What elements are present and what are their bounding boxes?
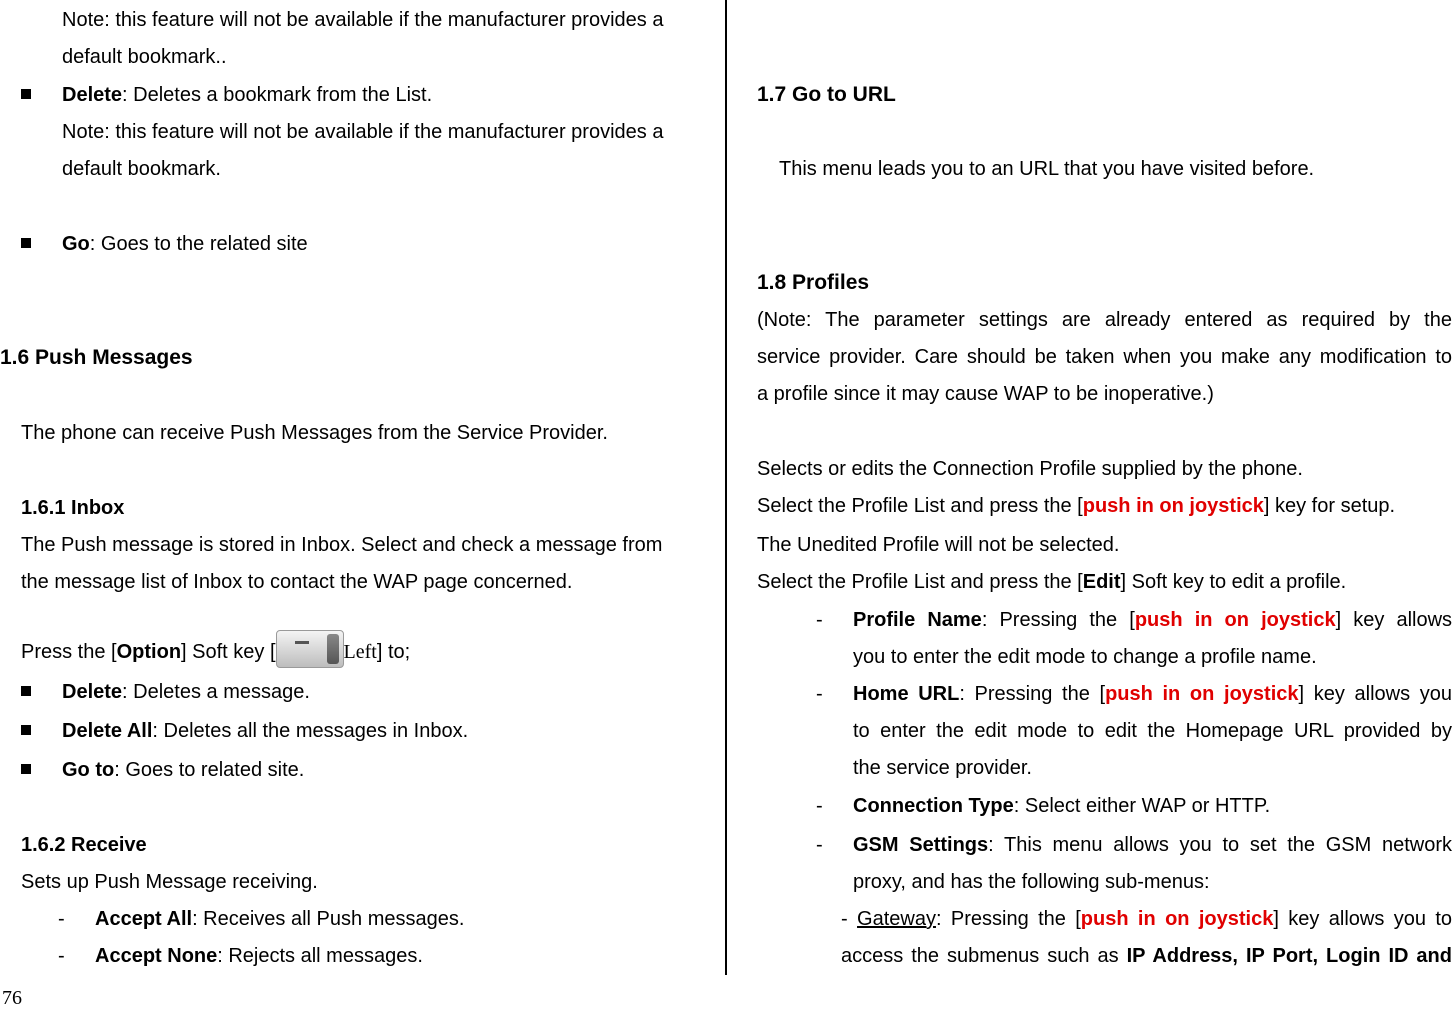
note-line: Note: this feature will not be available if the manufacturer provides a: [62, 121, 664, 143]
section-heading: 1.7 Go to URL: [757, 83, 896, 106]
list-dash: -: [58, 945, 65, 967]
paragraph: Select the Profile List and press the [Edit] Soft key to edit a profile.: [757, 571, 1347, 593]
column-divider: [725, 0, 727, 975]
subsection-heading: 1.6.1 Inbox: [21, 497, 125, 519]
bullet-square-icon: [21, 238, 31, 248]
paragraph: Selects or edits the Connection Profile supplied by the phone.: [757, 458, 1303, 480]
list-item: Delete: Deletes a message.: [62, 681, 310, 703]
list-item: Accept None: Rejects all messages.: [95, 945, 423, 967]
bullet-square-icon: [21, 764, 31, 774]
list-item: Go to: Goes to related site.: [62, 759, 305, 781]
list-item: GSM Settings: This menu allows you to set the GSM network: [853, 834, 1452, 856]
note-line: default bookmark.: [62, 158, 221, 180]
list-item: Delete All: Deletes all the messages in Inbox.: [62, 720, 469, 742]
subsection-heading: 1.6.2 Receive: [21, 834, 147, 856]
sub-item: - Gateway: Pressing the [push in on joystick] key allows you to: [841, 908, 1452, 930]
note-line: service provider. Care should be taken when you make any modification to: [757, 346, 1452, 368]
list-item: Connection Type: Select either WAP or HTTP.: [853, 795, 1271, 817]
sub-item-cont: access the submenus such as IP Address, IP Port, Login ID and: [841, 945, 1452, 967]
bullet-square-icon: [21, 686, 31, 696]
list-dash: -: [816, 795, 823, 817]
bullet-square-icon: [21, 725, 31, 735]
delete-bookmark-item: Delete: Deletes a bookmark from the List.: [62, 84, 433, 106]
paragraph: the message list of Inbox to contact the WAP page concerned.: [21, 571, 573, 593]
list-item: Home URL: Pressing the [push in on joystick] key allows you: [853, 683, 1453, 705]
list-item-cont: proxy, and has the following sub-menus:: [853, 871, 1210, 893]
press-instruction: Press the [Option] Soft key [ Left] to;: [21, 630, 410, 668]
paragraph: The Unedited Profile will not be selected.: [757, 534, 1120, 556]
list-item: Profile Name: Pressing the [push in on joystick] key allows: [853, 609, 1453, 631]
paragraph: Select the Profile List and press the [push in on joystick] key for setup.: [757, 495, 1396, 517]
list-item-cont: you to enter the edit mode to change a profile name.: [853, 646, 1317, 668]
note-line: Note: this feature will not be available if the manufacturer provides a: [62, 9, 664, 31]
paragraph: This menu leads you to an URL that you have visited before.: [779, 158, 1315, 180]
paragraph: Sets up Push Message receiving.: [21, 871, 318, 893]
bullet-square-icon: [21, 89, 31, 99]
list-dash: -: [816, 609, 823, 631]
list-dash: -: [816, 834, 823, 856]
section-heading: 1.8 Profiles: [757, 271, 870, 294]
section-heading: 1.6 Push Messages: [0, 346, 193, 369]
go-item: Go: Goes to the related site: [62, 233, 308, 255]
list-item-cont: the service provider.: [853, 757, 1032, 779]
note-line: (Note: The parameter settings are already entered as required by the: [757, 309, 1452, 331]
list-dash: -: [816, 683, 823, 705]
paragraph: The phone can receive Push Messages from the Service Provider.: [21, 422, 608, 444]
note-line: a profile since it may cause WAP to be inoperative.): [757, 383, 1214, 405]
page-number: 76: [2, 987, 22, 1009]
left-soft-key-icon: [276, 630, 344, 668]
list-item-cont: to enter the edit mode to edit the Homepage URL provided by: [853, 720, 1452, 742]
list-item: Accept All: Receives all Push messages.: [95, 908, 465, 930]
list-dash: -: [58, 908, 65, 930]
note-line: default bookmark..: [62, 46, 227, 68]
paragraph: The Push message is stored in Inbox. Select and check a message from: [21, 534, 663, 556]
